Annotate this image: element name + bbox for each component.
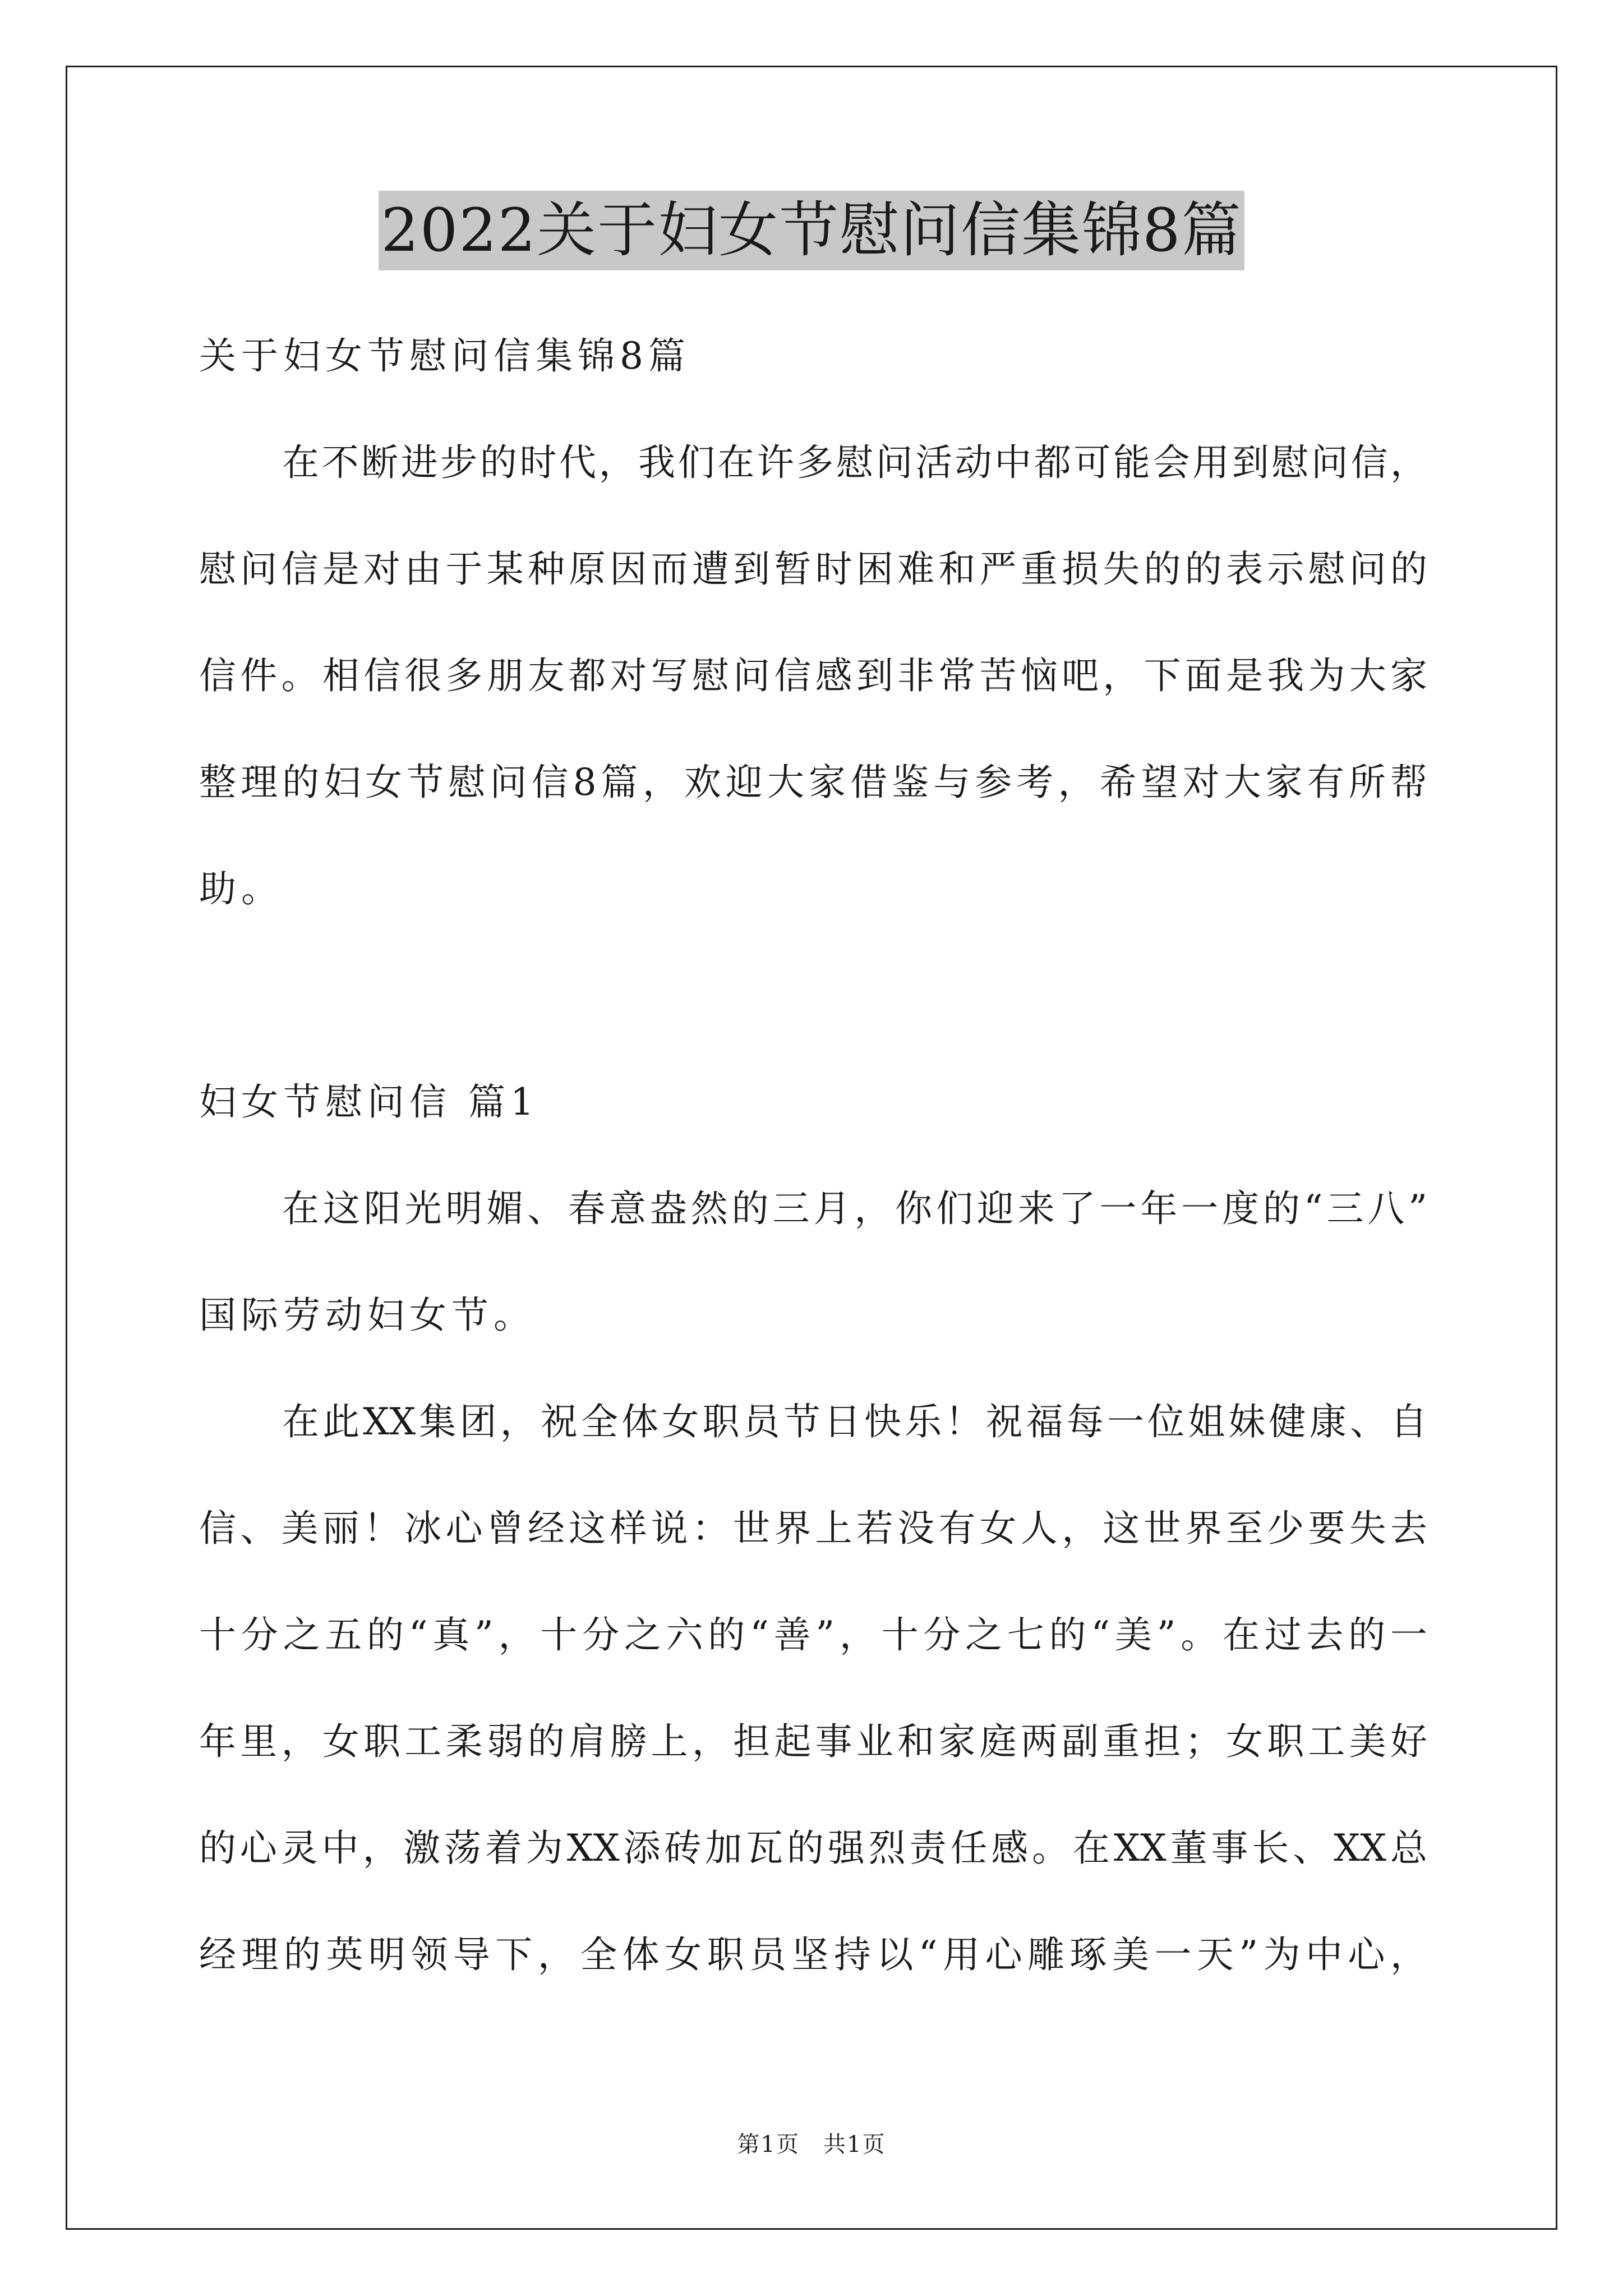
document-title: 2022关于妇女节慰问信集锦8篇 (379, 191, 1244, 270)
page-footer: 第1页 共1页 (737, 2132, 886, 2157)
paragraph-line: 经理的英明领导下，全体女职员坚持以“用心雕琢美一天”为中心， (199, 1933, 1427, 1976)
intro-line: 慰问信是对由于某种原因而遭到暂时困难和严重损失的的表示慰问的 (199, 547, 1427, 591)
document-body (199, 303, 1427, 2008)
paragraph-line: 国际劳动妇女节。 (199, 1294, 536, 1337)
paragraph-line: 十分之五的“真”，十分之六的“善”，十分之七的“美”。在过去的一 (199, 1613, 1427, 1657)
paragraph-line: 信、美丽！冰心曾经这样说：世界上若没有女人，这世界至少要失去 (199, 1507, 1427, 1550)
document-subtitle: 关于妇女节慰问信集锦8篇 (199, 334, 690, 378)
intro-line: 整理的妇女节慰问信8篇，欢迎大家借鉴与参考，希望对大家有所帮 (199, 761, 1427, 804)
paragraph-line: 年里，女职工柔弱的肩膀上，担起事业和家庭两副重担；女职工美好 (199, 1720, 1427, 1763)
paragraph-line: 在此XX集团，祝全体女职员节日快乐！祝福每一位姐妹健康、自 (282, 1400, 1427, 1443)
intro-line: 信件。相信很多朋友都对写慰问信感到非常苦恼吧，下面是我为大家 (199, 654, 1427, 697)
title-container (0, 191, 1623, 270)
intro-line: 助。 (199, 867, 283, 910)
intro-line: 在不断进步的时代，我们在许多慰问活动中都可能会用到慰问信， (282, 441, 1427, 484)
section-heading: 妇女节慰问信 篇1 (199, 1080, 539, 1124)
paragraph-line: 在这阳光明媚、春意盎然的三月，你们迎来了一年一度的“三八” (282, 1187, 1427, 1230)
paragraph-line: 的心灵中，激荡着为XX添砖加瓦的强烈责任感。在XX董事长、XX总 (199, 1826, 1427, 1870)
paragraph-gap (199, 942, 1427, 1049)
